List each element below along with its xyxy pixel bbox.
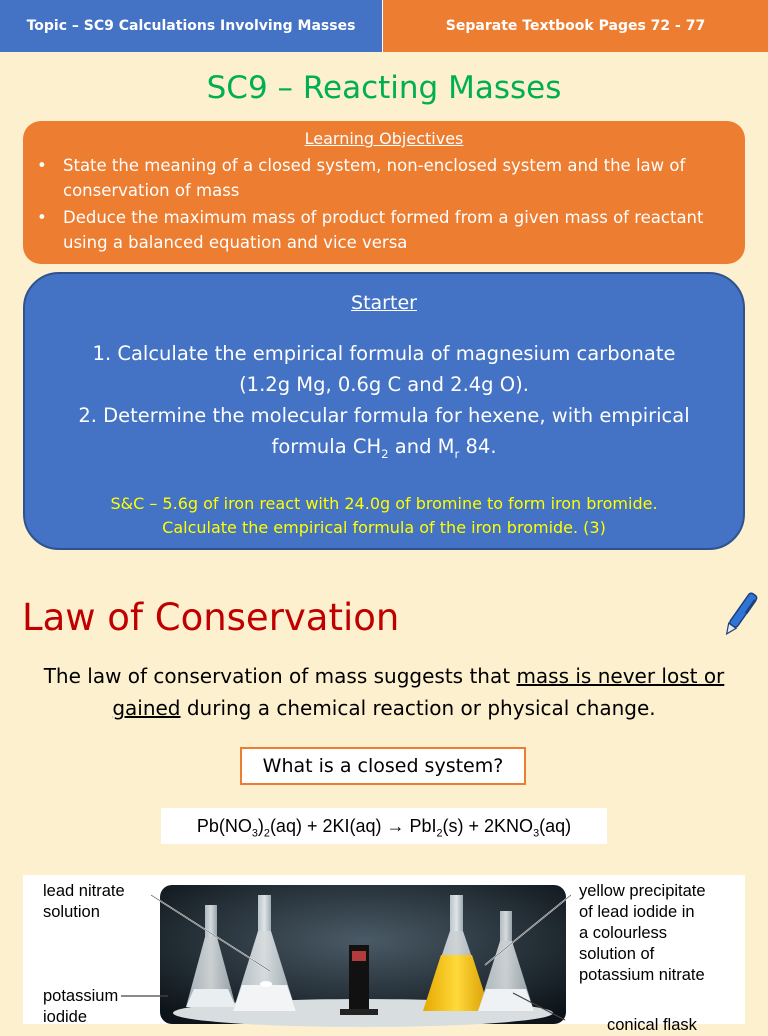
law-text-underline-2: gained bbox=[112, 696, 181, 720]
label-line: lead nitrate bbox=[43, 882, 125, 900]
reaction-equation bbox=[161, 808, 607, 844]
stretch-challenge bbox=[25, 492, 743, 540]
eq-part: ) bbox=[257, 816, 264, 836]
pen-icon[interactable] bbox=[723, 588, 757, 640]
starter-question-2 bbox=[25, 400, 743, 470]
objective-item: • Deduce the maximum mass of product formed from a given mass of reactant using a balanced equation and vice versa bbox=[37, 205, 731, 255]
q2-formula-prefix: formula CH bbox=[271, 435, 382, 458]
eq-part: Pb(NO bbox=[196, 816, 252, 836]
label-line: potassium bbox=[43, 987, 119, 1005]
starter-q2-line2 bbox=[25, 431, 743, 470]
eq-part: (aq) + 2KI(aq) → PbI bbox=[269, 816, 437, 836]
label-line: iodide bbox=[43, 1008, 88, 1026]
experiment-figure bbox=[23, 875, 745, 1034]
header-bar bbox=[0, 0, 768, 52]
law-statement bbox=[20, 660, 748, 724]
q2-subscript-2: 2 bbox=[381, 446, 389, 461]
eq-sub: 2 bbox=[263, 827, 270, 840]
objectives-heading: Learning Objectives bbox=[304, 129, 464, 148]
label-line: of lead iodide in bbox=[579, 903, 695, 921]
starter-q1-line2: (1.2g Mg, 0.6g C and 2.4g O). bbox=[239, 373, 529, 396]
label-line: solution bbox=[43, 903, 100, 921]
q2-end: 84. bbox=[459, 435, 497, 458]
q2-mid: and M bbox=[388, 435, 455, 458]
objective-item: • State the meaning of a closed system, non-enclosed system and the law of conservation of mass bbox=[37, 153, 731, 203]
label-conical-flask: conical flask bbox=[607, 1016, 697, 1034]
label-line: yellow precipitate bbox=[579, 882, 706, 900]
textbook-pages-label: Separate Textbook Pages 72 - 77 bbox=[383, 0, 768, 52]
page-title: SC9 – Reacting Masses bbox=[206, 70, 562, 106]
law-text-a: The law of conservation of mass suggests that bbox=[43, 664, 517, 688]
q2-subscript-r: r bbox=[454, 446, 460, 461]
starter-question-1 bbox=[25, 338, 743, 400]
eq-sub: 2 bbox=[436, 827, 443, 840]
starter-box bbox=[23, 272, 745, 550]
starter-heading: Starter bbox=[351, 292, 417, 314]
learning-objectives-box bbox=[23, 121, 745, 264]
eq-part: (s) + 2KNO bbox=[442, 816, 534, 836]
topic-label: Topic – SC9 Calculations Involving Masses bbox=[0, 0, 383, 52]
law-text-underline-1: mass is never lost or bbox=[516, 664, 725, 688]
law-text-b: during a chemical reaction or physical change. bbox=[180, 696, 656, 720]
starter-q2-line1: 2. Determine the molecular formula for hexene, with empirical bbox=[78, 404, 690, 427]
eq-sub: 3 bbox=[533, 827, 540, 840]
starter-q1-line1: 1. Calculate the empirical formula of magnesium carbonate bbox=[92, 342, 676, 365]
label-precipitate bbox=[579, 881, 706, 986]
stretch-line2: Calculate the empirical formula of the iron bromide. (3) bbox=[162, 517, 606, 537]
label-line: a colourless bbox=[579, 924, 668, 942]
label-line: potassium nitrate bbox=[579, 966, 705, 984]
closed-system-question: What is a closed system? bbox=[240, 747, 526, 785]
label-potassium-iodide bbox=[43, 986, 118, 1028]
law-heading: Law of Conservation bbox=[22, 596, 400, 639]
label-lead-nitrate bbox=[43, 881, 125, 923]
objectives-list bbox=[37, 153, 731, 255]
stretch-line1: S&C – 5.6g of iron react with 24.0g of bromine to form iron bromide. bbox=[110, 493, 658, 513]
label-line: solution of bbox=[579, 945, 655, 963]
eq-sub: 3 bbox=[251, 827, 258, 840]
eq-part: (aq) bbox=[539, 816, 572, 836]
